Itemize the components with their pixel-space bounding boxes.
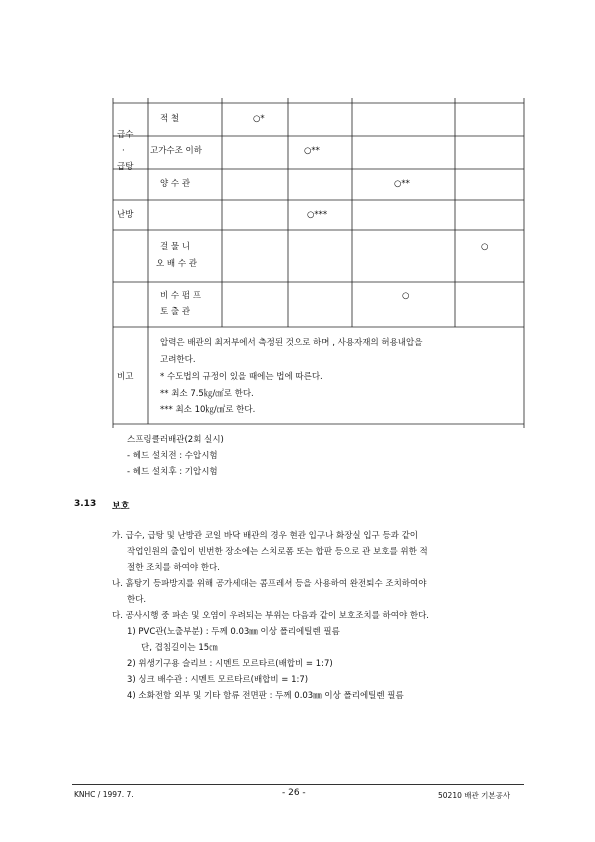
footer-center: - 26 - <box>282 788 306 798</box>
row-item: 양 수 관 <box>160 179 191 189</box>
body-line: 1) PVC관(노출부분) : 두께 0.03㎜ 이상 폴리에틸렌 필름 <box>127 627 340 637</box>
table-mark: ○*** <box>307 210 328 220</box>
footer-rule <box>72 784 524 785</box>
note-line: - 헤드 설치전 : 수압시험 <box>127 451 218 461</box>
row-item: 걸 물 니 <box>160 242 191 252</box>
table-mark: ○ <box>481 242 489 252</box>
body-line: 가. 급수, 급탕 및 난방관 코일 바닥 배관의 경우 현관 입구나 화장실 입구 등과 같이 <box>112 531 418 541</box>
body-line: 다. 공사시행 중 파손 및 오염이 우려되는 부위는 다음과 같이 보호조치를 하여야 한다. <box>112 611 430 621</box>
note-line: - 헤드 설치후 : 기압시험 <box>127 467 218 477</box>
body-line: 4) 소화전함 외부 및 기타 함류 전면판 : 두께 0.03㎜ 이상 폴리에틸렌 필름 <box>127 691 404 701</box>
remark-line: 압력은 배관의 최저부에서 측정된 것으로 하며 , 사용자재의 허용내압을 <box>160 338 423 348</box>
section-title: 보호 <box>112 502 130 512</box>
body-line: 3) 싱크 배수관 : 시멘트 모르타르(배합비 = 1:7) <box>127 675 309 685</box>
row-label: 급수 <box>117 130 134 140</box>
row-item: 고가수조 이하 <box>150 146 202 156</box>
row-label: 난방 <box>117 210 134 220</box>
row-item: 비 수 펌 프 <box>160 291 201 301</box>
row-item: 적 철 <box>160 114 180 124</box>
table-mark: ○ <box>402 291 410 301</box>
remark-line: 고려한다. <box>160 355 196 365</box>
row-item: 토 출 관 <box>160 307 191 317</box>
body-line: 단, 겹침길이는 15㎝ <box>141 643 218 653</box>
table-mark: ○** <box>394 179 410 189</box>
row-item: 오 배 수 관 <box>156 259 197 269</box>
row-label: · <box>122 146 125 156</box>
remarks-label: 비고 <box>117 372 134 382</box>
table-mark: ○** <box>304 146 320 156</box>
section-number: 3.13 <box>74 499 97 509</box>
remark-line: ** 최소 7.5㎏/㎠로 한다. <box>160 389 254 399</box>
remark-line: *** 최소 10㎏/㎠로 한다. <box>160 405 256 415</box>
row-label: 급탕 <box>117 162 134 172</box>
note-line: 스프링클러배관(2회 실시) <box>127 435 224 445</box>
body-line: 절한 조치를 하여야 한다. <box>127 563 220 573</box>
body-line: 한다. <box>127 595 147 605</box>
remark-line: * 수도법의 규정이 있을 때에는 법에 따른다. <box>160 372 323 382</box>
body-line: 나. 흙탕기 등파방지를 위해 공가세대는 콤프레셔 등을 사용하여 완전퇴수 조치하여야 <box>112 579 427 589</box>
body-line: 작업인원의 출입이 빈번한 장소에는 스치로폼 또는 합판 등으로 관 보호를 위한 적 <box>127 547 428 557</box>
footer-left: KNHC / 1997. 7. <box>74 790 134 799</box>
footer-right: 50210 배관 기본공사 <box>438 791 511 800</box>
body-line: 2) 위생기구용 슬리브 : 시멘트 모르타르(배합비 = 1:7) <box>127 659 333 669</box>
table-mark: ○* <box>253 114 265 124</box>
